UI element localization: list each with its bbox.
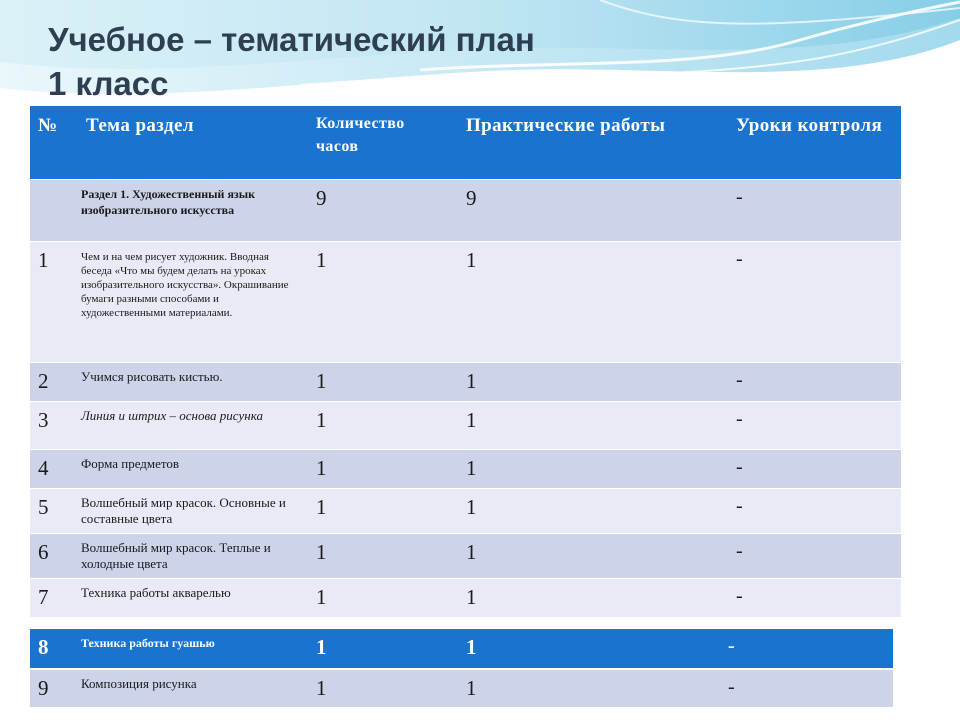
row-control: - xyxy=(728,362,901,401)
row-practice: 1 xyxy=(458,449,728,488)
row-practice: 1 xyxy=(458,488,728,533)
row-topic: Техника работы акварелью xyxy=(78,578,308,617)
header-number: № xyxy=(30,106,78,179)
row-control: - xyxy=(728,578,901,617)
table-row xyxy=(30,179,901,241)
row-control: - xyxy=(720,629,893,669)
row-topic: Техника работы гуашью xyxy=(78,629,308,669)
row-control: - xyxy=(728,533,901,578)
row-topic: Волшебный мир красок. Теплые и холодные цвета xyxy=(78,533,308,578)
row-hours: 1 xyxy=(308,241,458,362)
row-number xyxy=(30,179,78,241)
row-hours: 1 xyxy=(308,669,458,707)
row-control: - xyxy=(728,401,901,449)
row-number: 1 xyxy=(30,241,78,362)
row-number: 7 xyxy=(30,578,78,617)
row-hours: 1 xyxy=(308,578,458,617)
row-number: 2 xyxy=(30,362,78,401)
row-topic: Учимся рисовать кистью. xyxy=(78,362,308,401)
table-row xyxy=(30,533,901,578)
row-topic: Форма предметов xyxy=(78,449,308,488)
row-practice: 1 xyxy=(458,578,728,617)
table-row xyxy=(30,669,893,707)
slide-title-line2: 1 класс xyxy=(48,65,169,102)
row-topic: Волшебный мир красок. Основные и составные цвета xyxy=(78,488,308,533)
row-topic: Линия и штрих – основа рисунка xyxy=(78,401,308,449)
row-hours: 1 xyxy=(308,629,458,669)
row-practice: 9 xyxy=(458,179,728,241)
row-practice: 1 xyxy=(458,533,728,578)
row-control: - xyxy=(728,488,901,533)
row-control: - xyxy=(728,449,901,488)
slide-title-line1: Учебное – тематический план xyxy=(48,21,535,58)
row-number: 3 xyxy=(30,401,78,449)
row-control: - xyxy=(720,669,893,707)
table-row xyxy=(30,449,901,488)
header-control: Уроки контроля xyxy=(728,106,901,179)
row-hours: 1 xyxy=(308,362,458,401)
row-practice: 1 xyxy=(458,362,728,401)
table-row-highlighted xyxy=(30,629,893,669)
row-hours: 1 xyxy=(308,401,458,449)
row-control: - xyxy=(728,179,901,241)
row-number: 4 xyxy=(30,449,78,488)
row-hours: 1 xyxy=(308,449,458,488)
row-topic: Раздел 1. Художественный язык изобразительного искусства xyxy=(78,179,308,241)
table-row xyxy=(30,578,901,617)
row-hours: 9 xyxy=(308,179,458,241)
row-topic: Композиция рисунка xyxy=(78,669,308,707)
table-row xyxy=(30,401,901,449)
row-number: 8 xyxy=(30,629,78,669)
row-number: 9 xyxy=(30,669,78,707)
table-row xyxy=(30,488,901,533)
row-practice: 1 xyxy=(458,401,728,449)
row-practice: 1 xyxy=(458,669,720,707)
row-control: - xyxy=(728,241,901,362)
table-row xyxy=(30,241,901,362)
row-practice: 1 xyxy=(458,629,720,669)
row-hours: 1 xyxy=(308,488,458,533)
plan-table xyxy=(30,106,901,617)
header-topic: Тема раздел xyxy=(78,106,308,179)
row-practice: 1 xyxy=(458,241,728,362)
header-practice: Практические работы xyxy=(458,106,728,179)
slide-title xyxy=(48,18,535,106)
row-topic: Чем и на чем рисует художник. Вводная беседа «Что мы будем делать на уроках изобразительного искусства». Окрашивание бумаги разными способами и художественными материалами. xyxy=(78,241,308,362)
table-row xyxy=(30,362,901,401)
row-number: 6 xyxy=(30,533,78,578)
table-header-row xyxy=(30,106,901,179)
row-number: 5 xyxy=(30,488,78,533)
header-hours: Количество часов xyxy=(308,106,458,179)
plan-table-continued xyxy=(30,629,893,707)
row-hours: 1 xyxy=(308,533,458,578)
